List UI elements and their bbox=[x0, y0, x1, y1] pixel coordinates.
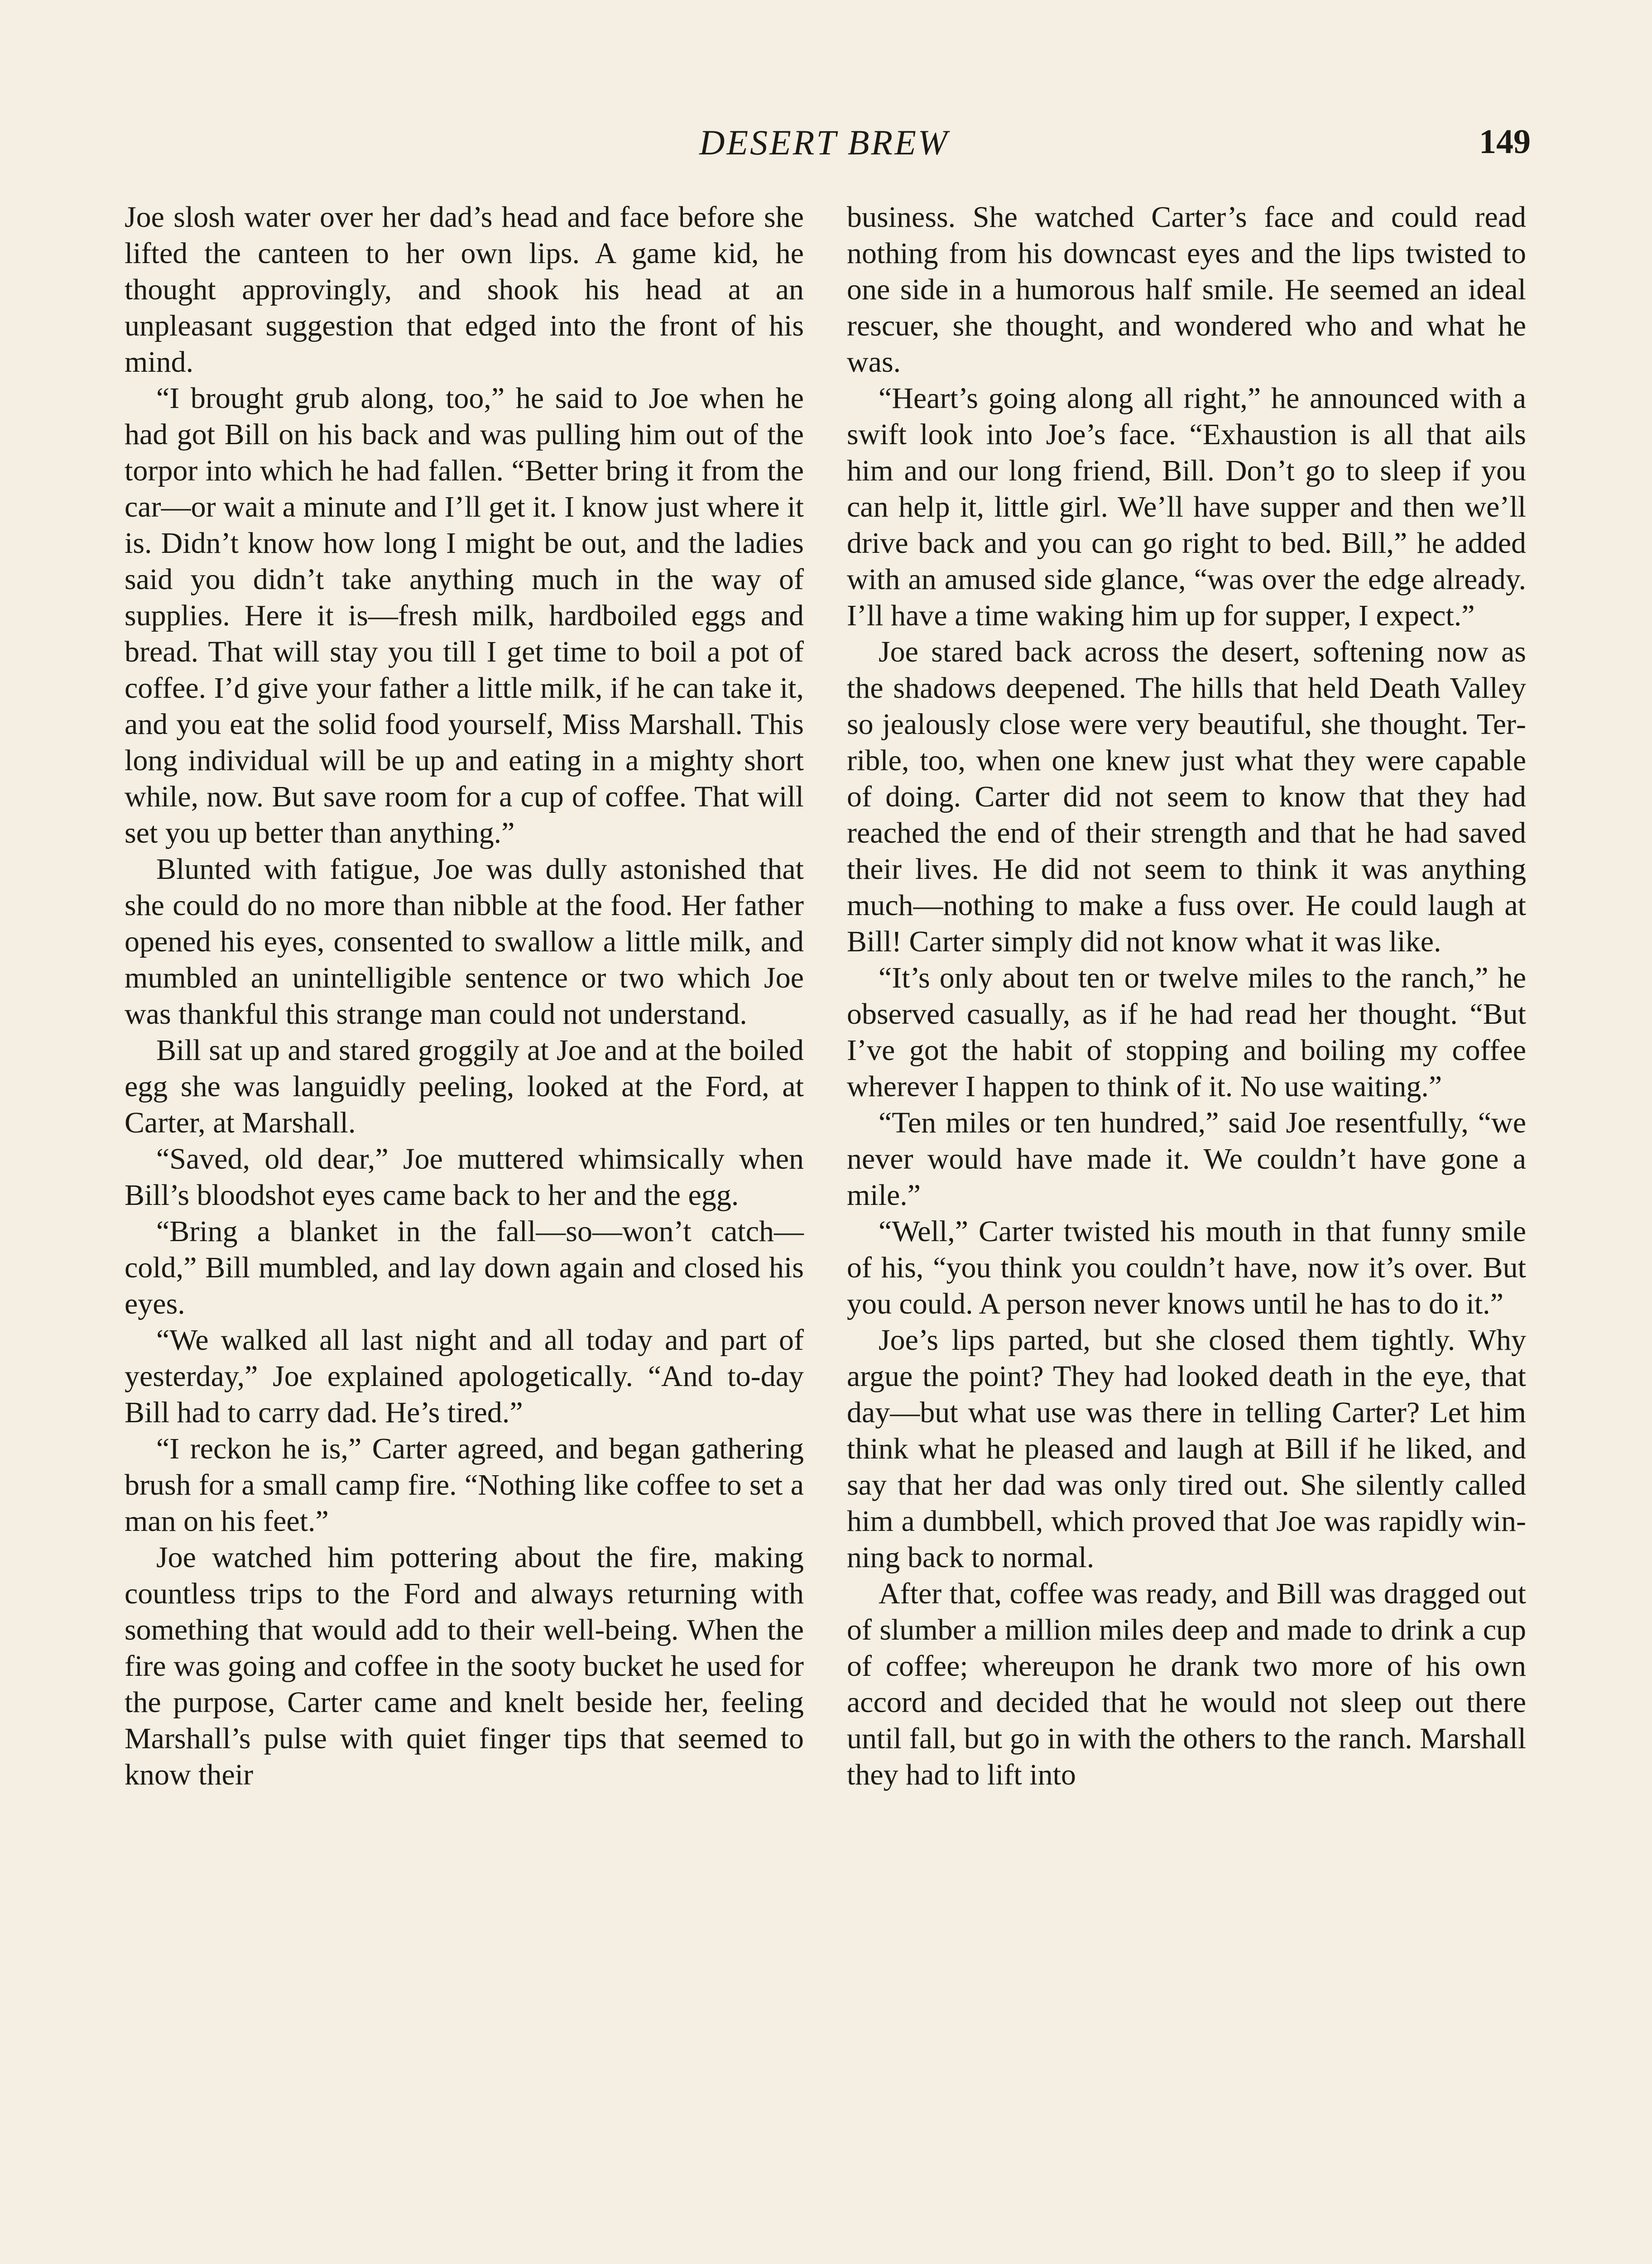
paragraph: Blunted with fatigue, Joe was dully astonished that she could do no more than nibble at the food. Her father opened his eyes, consented to swallow a little milk, and mumbled an unintelligible sentence or two which Joe was thankful this strange man could not understand. bbox=[125, 853, 804, 1031]
paragraph: “It’s only about ten or twelve miles to the ranch,” he observed casually, as if he had read her thought. “But I’ve got the habit of stopping and boiling my coffee wherever I happen to think of it. No use waiting.” bbox=[847, 961, 1526, 1103]
paragraph: Bill sat up and stared groggily at Joe and at the boiled egg she was languidly peeling, looked at the Ford, at Carter, at Marshall. bbox=[125, 1034, 804, 1139]
paragraph: “Saved, old dear,” Joe muttered whimsically when Bill’s bloodshot eyes came back to her and the egg. bbox=[125, 1142, 804, 1212]
paragraph: “I brought grub along, too,” he said to Joe when he had got Bill on his back and was pulling him out of the torpor into which he had fallen. “Better bring it from the car—or wait a minute and I’ll get it. I know just where it is. Didn’t know how long I might be out, and the ladies said you didn’t take anything much in the way of supplies. Here it is—fresh milk, hardboiled eggs and bread. That will stay you till I get time to boil a pot of coffee. I’d give your father a little milk, if he can take it, and you eat the solid food yourself, Miss Marshall. This long individual will be up and eating in a mighty short while, now. But save room for a cup of coffee. That will set you up better than anything.” bbox=[125, 382, 804, 849]
page-number: 149 bbox=[1479, 123, 1531, 161]
paragraph: business. She watched Carter’s face and could read nothing from his downcast eyes and the lips twisted to one side in a humorous half smile. He seemed an ideal rescuer, she thought, and wondered who and what he was. bbox=[847, 201, 1526, 379]
paragraph: After that, coffee was ready, and Bill was dragged out of slumber a million miles deep and made to drink a cup of coffee; whereupon he drank two more of his own accord and decided that he would not sleep out there until fall, but go in with the others to the ranch. Marshall they had to lift into bbox=[847, 1577, 1526, 1791]
paragraph: “Ten miles or ten hundred,” said Joe resentfully, “we never would have made it. We couldn’t have gone a mile.” bbox=[847, 1106, 1526, 1212]
paragraph: Joe’s lips parted, but she closed them tightly. Why argue the point? They had looked death in the eye, that day—but what use was there in telling Carter? Let him think what he pleased and laugh at Bill if he liked, and say that her dad was only tired out. She silently called him a dumbbell, which proved that Joe was rapidly winning back to normal. bbox=[847, 1324, 1526, 1574]
running-title: DESERT BREW bbox=[699, 123, 949, 162]
paragraph: Joe stared back across the desert, softening now as the shadows deepened. The hills that held Death Valley so jealously close were very beautiful, she thought. Terrible, too, when one knew just what they were capable of doing. Carter did not seem to know that they had reached the end of their strength and that he had saved their lives. He did not seem to think it was anything much—nothing to make a fuss over. He could laugh at Bill! Carter simply did not know what it was like. bbox=[847, 635, 1526, 958]
paragraph: “Well,” Carter twisted his mouth in that funny smile of his, “you think you couldn’t have, now it’s over. But you could. A person never knows until he has to do it.” bbox=[847, 1215, 1526, 1320]
left-text-column bbox=[125, 199, 804, 1793]
paragraph: “Heart’s going along all right,” he announced with a swift look into Joe’s face. “Exhaustion is all that ails him and our long friend, Bill. Don’t go to sleep if you can help it, little girl. We’ll have supper and then we’ll drive back and you can go right to bed. Bill,” he added with an amused side glance, “was over the edge already. I’ll have a time waking him up for supper, I expect.” bbox=[847, 382, 1526, 632]
paragraph: “Bring a blanket in the fall—so—won’t catch—cold,” Bill mumbled, and lay down again and closed his eyes. bbox=[125, 1215, 804, 1320]
paragraph: “We walked all last night and all today and part of yesterday,” Joe explained apologetically. “And to-day Bill had to carry dad. He’s tired.” bbox=[125, 1324, 804, 1429]
right-text-column bbox=[847, 199, 1526, 1793]
paragraph: Joe watched him pottering about the fire, making countless trips to the Ford and always returning with something that would add to their well-being. When the fire was going and coffee in the sooty bucket he used for the purpose, Carter came and knelt beside her, feeling Marshall’s pulse with quiet finger tips that seemed to know their bbox=[125, 1541, 804, 1791]
paragraph: “I reckon he is,” Carter agreed, and began gathering brush for a small camp fire. “Nothing like coffee to set a man on his feet.” bbox=[125, 1432, 804, 1538]
paragraph: Joe slosh water over her dad’s head and face before she lifted the canteen to her own lips. A game kid, he thought approvingly, and shook his head at an unpleasant suggestion that edged into the front of his mind. bbox=[125, 201, 804, 379]
